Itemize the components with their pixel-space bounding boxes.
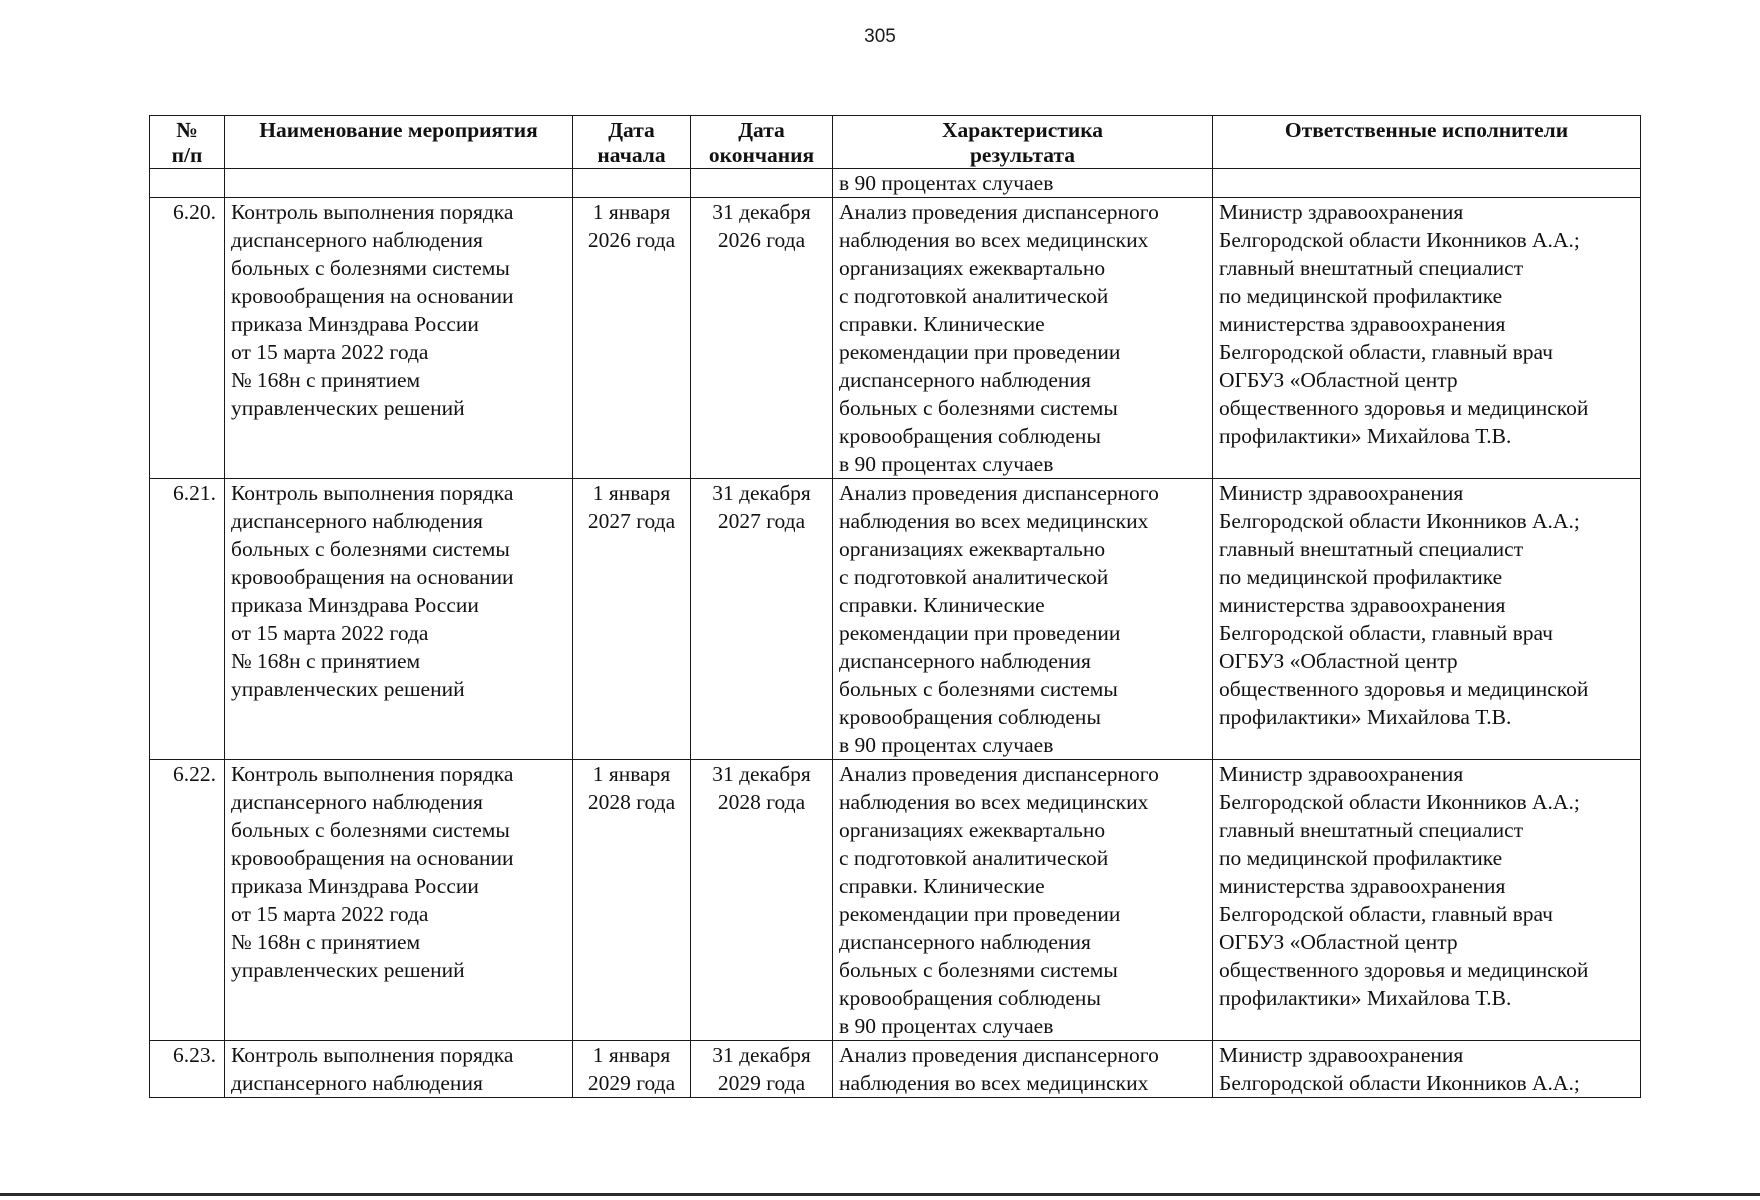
cell-num: 6.21. (150, 479, 225, 760)
table-row (150, 1041, 1641, 1098)
cell-start-date (573, 169, 691, 198)
cell-num: 6.23. (150, 1041, 225, 1098)
cell-end-date: 31 декабря 2028 года (691, 760, 833, 1041)
cell-responsible (1213, 169, 1641, 198)
header-responsible: Ответственные исполнители (1213, 116, 1641, 169)
cell-num: 6.22. (150, 760, 225, 1041)
cell-responsible: Министр здравоохранения Белгородской области Иконников А.А.; главный внештатный специалист по медицинской профилактике министерства здравоохранения Белгородской области, главный врач ОГБУЗ «Областной центр общественного здоровья и медицинской профилактики» Михайлова Т.В. (1213, 198, 1641, 479)
cell-start-date: 1 января 2028 года (573, 760, 691, 1041)
cell-name: Контроль выполнения порядка диспансерного наблюдения (225, 1041, 573, 1098)
table-row (150, 760, 1641, 1041)
cell-result: Анализ проведения диспансерного наблюдения во всех медицинских организациях ежеквартально с подготовкой аналитической справки. Клинические рекомендации при проведении диспансерного наблюдения больных с болезнями системы кровообращения соблюдены в 90 процентах случаев (833, 760, 1213, 1041)
cell-start-date: 1 января 2026 года (573, 198, 691, 479)
cell-start-date: 1 января 2027 года (573, 479, 691, 760)
cell-responsible: Министр здравоохранения Белгородской области Иконников А.А.; главный внештатный специалист по медицинской профилактике министерства здравоохранения Белгородской области, главный врач ОГБУЗ «Областной центр общественного здоровья и медицинской профилактики» Михайлова Т.В. (1213, 479, 1641, 760)
cell-end-date: 31 декабря 2029 года (691, 1041, 833, 1098)
cell-num: 6.20. (150, 198, 225, 479)
header-name: Наименование мероприятия (225, 116, 573, 169)
cell-start-date: 1 января 2029 года (573, 1041, 691, 1098)
cell-result: в 90 процентах случаев (833, 169, 1213, 198)
cell-result: Анализ проведения диспансерного наблюдения во всех медицинских организациях ежеквартально с подготовкой аналитической справки. Клинические рекомендации при проведении диспансерного наблюдения больных с болезнями системы кровообращения соблюдены в 90 процентах случаев (833, 198, 1213, 479)
cell-name: Контроль выполнения порядка диспансерного наблюдения больных с болезнями системы кровообращения на основании приказа Минздрава России от 15 марта 2022 года № 168н с принятием управленческих решений (225, 760, 573, 1041)
activities-table (149, 115, 1641, 1098)
cell-end-date (691, 169, 833, 198)
header-num: № п/п (150, 116, 225, 169)
cell-responsible: Министр здравоохранения Белгородской области Иконников А.А.; главный внештатный специалист по медицинской профилактике министерства здравоохранения Белгородской области, главный врач ОГБУЗ «Областной центр общественного здоровья и медицинской профилактики» Михайлова Т.В. (1213, 760, 1641, 1041)
cell-end-date: 31 декабря 2027 года (691, 479, 833, 760)
cell-name (225, 169, 573, 198)
table-row (150, 198, 1641, 479)
cell-result: Анализ проведения диспансерного наблюдения во всех медицинских (833, 1041, 1213, 1098)
scan-bottom-edge (0, 1193, 1760, 1196)
cell-name: Контроль выполнения порядка диспансерного наблюдения больных с болезнями системы кровообращения на основании приказа Минздрава России от 15 марта 2022 года № 168н с принятием управленческих решений (225, 198, 573, 479)
cell-num (150, 169, 225, 198)
page-number: 305 (864, 26, 896, 47)
cell-responsible: Министр здравоохранения Белгородской области Иконников А.А.; (1213, 1041, 1641, 1098)
cell-result: Анализ проведения диспансерного наблюдения во всех медицинских организациях ежеквартально с подготовкой аналитической справки. Клинические рекомендации при проведении диспансерного наблюдения больных с болезнями системы кровообращения соблюдены в 90 процентах случаев (833, 479, 1213, 760)
table-row (150, 479, 1641, 760)
cell-name: Контроль выполнения порядка диспансерного наблюдения больных с болезнями системы кровообращения на основании приказа Минздрава России от 15 марта 2022 года № 168н с принятием управленческих решений (225, 479, 573, 760)
header-end-date: Дата окончания (691, 116, 833, 169)
table-row-continuation (150, 169, 1641, 198)
cell-end-date: 31 декабря 2026 года (691, 198, 833, 479)
table-header-row (150, 116, 1641, 169)
header-start-date: Дата начала (573, 116, 691, 169)
header-result: Характеристика результата (833, 116, 1213, 169)
